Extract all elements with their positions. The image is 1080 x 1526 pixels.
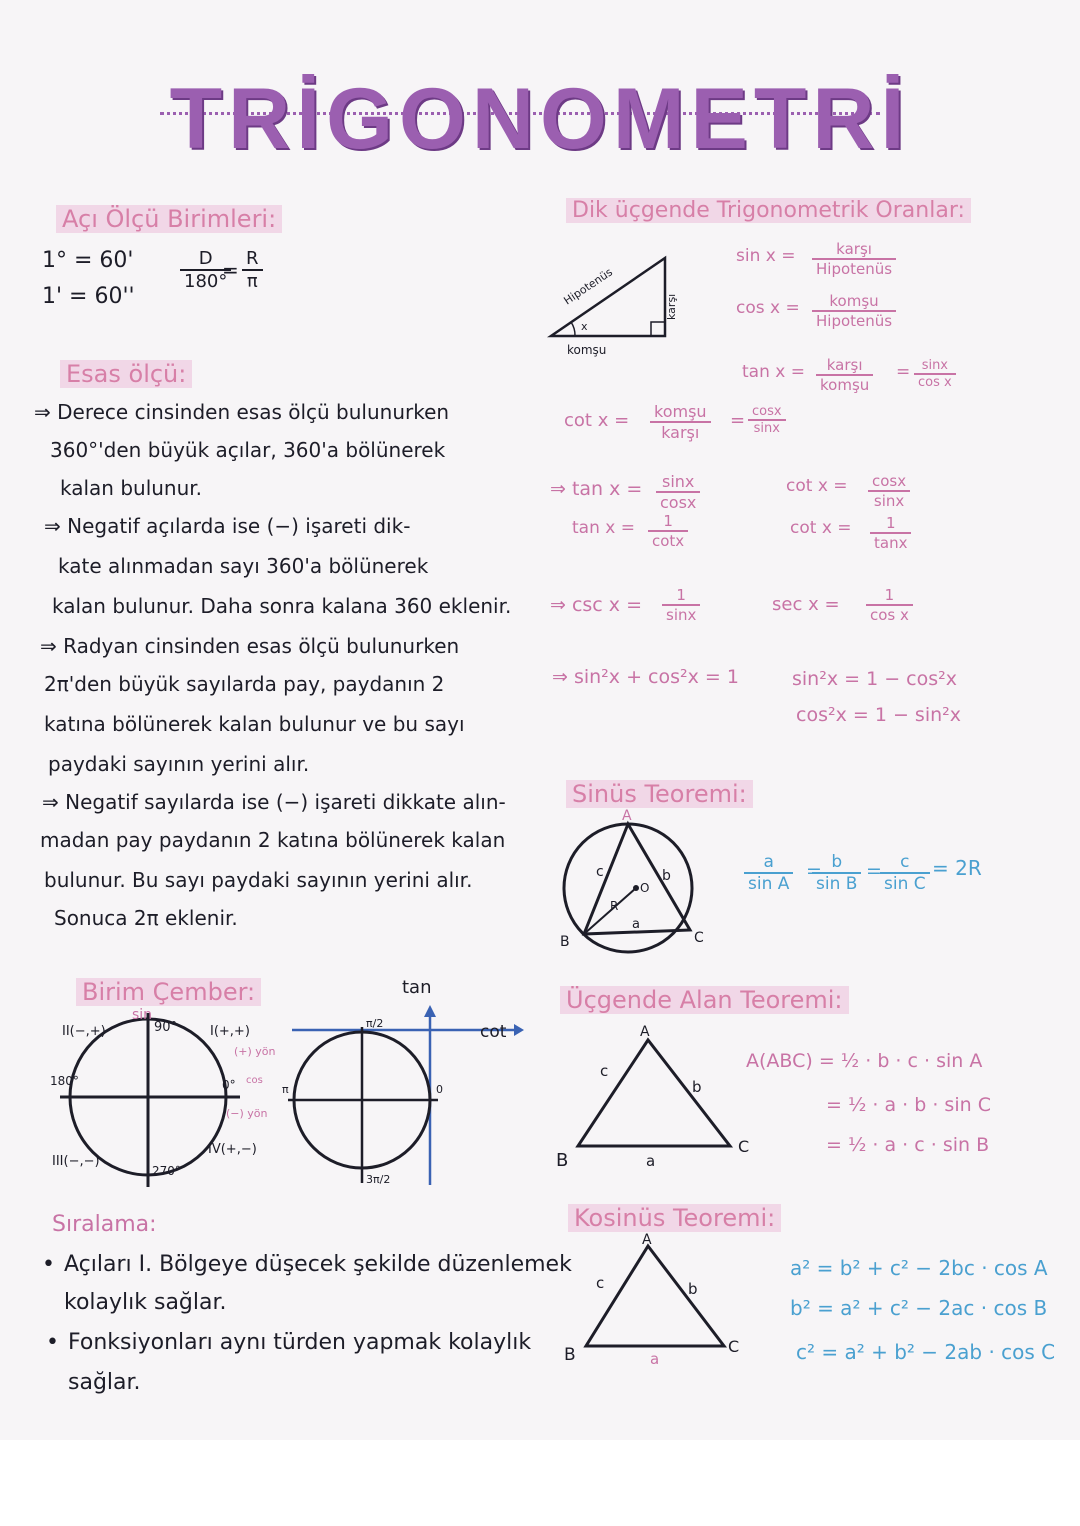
pythagorean-identity: ⇒ sin²x + cos²x = 1 xyxy=(552,666,739,688)
tan-def-fraction xyxy=(816,356,873,394)
rel-cot-num: cosx xyxy=(868,472,910,492)
cot-def-den-2: sinx xyxy=(753,421,780,436)
esas-line: katına bölünerek kalan bulunur ve bu sayı xyxy=(44,712,465,736)
esas-line: 2π'den büyük sayılarda pay, paydanın 2 xyxy=(44,672,445,696)
cot-def-den: karşı xyxy=(661,423,700,442)
sinus-a-den: sin A xyxy=(748,874,790,894)
siralama-bullet-dot-1: • xyxy=(42,1252,55,1277)
tan-def-lhs: tan x = xyxy=(742,362,805,382)
kt-c: c xyxy=(596,1274,605,1292)
sc-B: B xyxy=(560,934,570,950)
esas-line: ⇒ Negatif açılarda ise (−) işareti dik- xyxy=(44,514,411,538)
ratio-d-den: 180° xyxy=(184,271,228,292)
sc-b: b xyxy=(662,868,671,884)
kosinus-formula: a² = b² + c² − 2bc · cos A xyxy=(790,1256,1048,1280)
sinus-c-den: sin C xyxy=(884,874,926,894)
cot-def-lhs: cot x = xyxy=(564,410,630,431)
cot-def-num: komşu xyxy=(650,402,711,423)
uc-q3-label: III(−,−) xyxy=(52,1154,100,1169)
tc-zero-label: 0 xyxy=(436,1083,443,1096)
cos-def-lhs: cos x = xyxy=(736,298,800,318)
cos-def-den: Hipotenüs xyxy=(816,312,893,330)
at-B: B xyxy=(556,1150,569,1171)
esas-line: kalan bulunur. Daha sonra kalana 360 eklenir. xyxy=(52,594,512,618)
sinus-circle-diagram xyxy=(556,806,726,956)
sinus-b-num: b xyxy=(812,852,861,874)
cos-def-fraction xyxy=(812,292,896,330)
sinus-c-num: c xyxy=(880,852,930,874)
tan-cot-circle-diagram xyxy=(282,975,542,1195)
at-C: C xyxy=(738,1137,750,1156)
csc-den: sinx xyxy=(666,606,697,624)
rel-tan-den: cosx xyxy=(660,493,697,512)
rel-tan2-lhs: tan x = xyxy=(572,518,635,538)
esas-line: 360°'den büyük açılar, 360'a bölünerek xyxy=(50,438,446,462)
kt-b: b xyxy=(688,1280,698,1298)
rel-cot2-num: 1 xyxy=(870,514,911,534)
uc-q1-label: I(+,+) xyxy=(210,1024,250,1039)
esas-line: kalan bulunur. xyxy=(60,476,203,500)
esas-line: paydaki sayının yerini alır. xyxy=(48,752,310,776)
rt-x-label: x xyxy=(581,320,588,333)
kosinus-formula: b² = a² + c² − 2ac · cos B xyxy=(790,1296,1048,1320)
kosinus-triangle-diagram xyxy=(560,1232,760,1372)
at-a: a xyxy=(646,1152,656,1170)
tc-3pi2-label: 3π/2 xyxy=(366,1173,391,1186)
tan-def-fraction-2 xyxy=(914,358,956,390)
ratio-d-num: D xyxy=(180,248,231,271)
sinus-frac-a xyxy=(744,852,793,894)
sc-A: A xyxy=(622,808,632,824)
ratio-r-fraction xyxy=(242,248,263,292)
sec-fraction xyxy=(866,586,913,624)
tan-def-num-2: sinx xyxy=(914,358,956,375)
kosinus-teoremi-heading: Kosinüs Teoremi: xyxy=(568,1204,781,1232)
esas-line: ⇒ Negatif sayılarda ise (−) işareti dikkate alın- xyxy=(42,790,506,814)
alan-teoremi-heading: Üçgende Alan Teoremi: xyxy=(560,986,849,1014)
esas-line: Sonuca 2π eklenir. xyxy=(54,906,238,930)
tc-cot-label: cot xyxy=(480,1022,507,1042)
tc-pi2-label: π/2 xyxy=(366,1017,384,1030)
uc-0-label: 0° xyxy=(222,1078,236,1092)
dik-ucgen-heading: Dik üçgende Trigonometrik Oranlar: xyxy=(566,198,971,223)
right-triangle-diagram xyxy=(545,250,705,360)
sc-a: a xyxy=(632,917,640,932)
deg-minute-eq: 1° = 60' xyxy=(42,248,134,273)
sinus-2r: = 2R xyxy=(932,856,982,880)
uc-90-label: 90° xyxy=(154,1020,178,1035)
siralama-bullet: Fonksiyonları aynı türden yapmak kolaylık xyxy=(68,1330,532,1355)
at-c: c xyxy=(600,1062,609,1080)
sin-def-fraction xyxy=(812,240,896,278)
tan-def-num: karşı xyxy=(816,356,873,376)
aci-olcu-heading: Açı Ölçü Birimleri: xyxy=(56,205,282,233)
kosinus-formula: c² = a² + b² − 2ab · cos C xyxy=(796,1340,1056,1364)
alan-formula: A(ABC) = ½ · b · c · sin A xyxy=(746,1050,983,1072)
rel-cot-den: sinx xyxy=(873,492,905,510)
uc-plus-dir: (+) yön xyxy=(234,1045,276,1058)
siralama-bullet-dot-2: • xyxy=(46,1330,59,1355)
kt-a: a xyxy=(650,1350,660,1368)
tc-tan-label: tan xyxy=(402,977,432,998)
uc-sin-label: sin xyxy=(132,1007,153,1023)
alan-triangle-diagram xyxy=(552,1020,762,1170)
alan-formula: = ½ · a · b · sin C xyxy=(826,1094,991,1116)
siralama-bullet-cont: sağlar. xyxy=(68,1370,141,1395)
tan-def-eq: = xyxy=(896,362,911,382)
sin-def-den: Hipotenüs xyxy=(816,260,893,278)
pythagorean-cos: cos²x = 1 − sin²x xyxy=(796,704,961,726)
esas-line: ⇒ Radyan cinsinden esas ölçü bulunurken xyxy=(40,634,460,658)
rt-kar-label: karşı xyxy=(665,293,678,320)
sinus-frac-c xyxy=(880,852,930,894)
rel-cot-fraction xyxy=(868,472,910,510)
sinus-a-num: a xyxy=(744,852,793,874)
minute-second-eq: 1' = 60'' xyxy=(42,284,135,309)
ratio-r-den: π xyxy=(246,271,258,292)
esas-line: madan pay paydanın 2 katına bölünerek kalan xyxy=(40,828,506,852)
sc-O: O xyxy=(640,881,650,895)
rel-cot2-lhs: cot x = xyxy=(790,518,852,538)
tc-pi-label: π xyxy=(282,1083,289,1096)
tan-def-den-2: cos x xyxy=(918,375,952,390)
rel-tan-num: sinx xyxy=(656,472,700,493)
uc-q4-label: IV(+,−) xyxy=(208,1142,257,1157)
rel-tan2-fraction xyxy=(648,512,688,550)
sinus-frac-b xyxy=(812,852,861,894)
rel-tan-lhs: ⇒ tan x = xyxy=(550,478,643,500)
rel-cot2-den: tanx xyxy=(874,534,908,552)
birim-cember-heading: Birim Çember: xyxy=(76,978,261,1006)
csc-fraction xyxy=(662,586,700,624)
page-title: TRİGONOMETRİ xyxy=(169,71,911,167)
ratio-equals: = xyxy=(222,258,239,282)
tan-def-den: komşu xyxy=(820,376,870,394)
siralama-bullet-cont: kolaylık sağlar. xyxy=(64,1290,227,1315)
sin-def-lhs: sin x = xyxy=(736,246,796,266)
ratio-r-num: R xyxy=(242,248,263,271)
cot-def-fraction xyxy=(650,402,711,442)
kt-C: C xyxy=(728,1337,740,1356)
cot-def-fraction-2 xyxy=(748,404,786,436)
uc-minus-dir: (−) yön xyxy=(226,1107,268,1120)
at-A: A xyxy=(640,1024,650,1040)
rel-tan-fraction xyxy=(656,472,700,512)
sc-R: R xyxy=(610,899,619,913)
rt-hip-label: Hipotenüs xyxy=(561,265,615,308)
kt-B: B xyxy=(564,1345,576,1365)
rt-kom-label: komşu xyxy=(567,343,607,357)
csc-lhs: ⇒ csc x = xyxy=(550,594,642,616)
uc-270-label: 270° xyxy=(152,1164,181,1178)
esas-line: ⇒ Derece cinsinden esas ölçü bulunurken xyxy=(34,400,450,424)
pythagorean-sin: sin²x = 1 − cos²x xyxy=(792,668,957,690)
esas-line: bulunur. Bu sayı paydaki sayının yerini alır. xyxy=(44,868,473,892)
sec-num: 1 xyxy=(866,586,913,606)
esas-olcu-heading: Esas ölçü: xyxy=(60,360,192,388)
sec-den: cos x xyxy=(870,606,909,624)
csc-num: 1 xyxy=(662,586,700,606)
sinus-b-den: sin B xyxy=(816,874,858,894)
at-b: b xyxy=(692,1078,702,1096)
cos-def-num: komşu xyxy=(812,292,896,312)
siralama-bullet: Açıları I. Bölgeye düşecek şekilde düzenlemek xyxy=(64,1252,572,1277)
rel-tan2-num: 1 xyxy=(648,512,688,532)
sin-def-num: karşı xyxy=(812,240,896,260)
esas-line: kate alınmadan sayı 360'a bölünerek xyxy=(58,554,429,578)
unit-circle-diagram xyxy=(50,1005,300,1195)
cot-def-eq: = xyxy=(730,410,746,431)
uc-q2-label: II(−,+) xyxy=(62,1024,106,1039)
rel-tan2-den: cotx xyxy=(652,532,685,550)
alan-formula: = ½ · a · c · sin B xyxy=(826,1134,990,1156)
siralama-heading: Sıralama: xyxy=(52,1212,157,1237)
uc-180-label: 180° xyxy=(50,1074,79,1088)
sc-C: C xyxy=(694,930,704,946)
sinus-eq-1: = xyxy=(806,860,822,882)
rel-cot-lhs: cot x = xyxy=(786,476,848,496)
kt-A: A xyxy=(642,1232,652,1248)
sc-c: c xyxy=(596,864,604,880)
rel-cot2-fraction xyxy=(870,514,911,552)
uc-cos-label: cos xyxy=(246,1075,263,1086)
sec-lhs: sec x = xyxy=(772,594,840,615)
cot-def-num-2: cosx xyxy=(748,404,786,421)
sinus-teoremi-heading: Sinüs Teoremi: xyxy=(566,780,753,808)
sinus-eq-2: = xyxy=(866,860,882,882)
